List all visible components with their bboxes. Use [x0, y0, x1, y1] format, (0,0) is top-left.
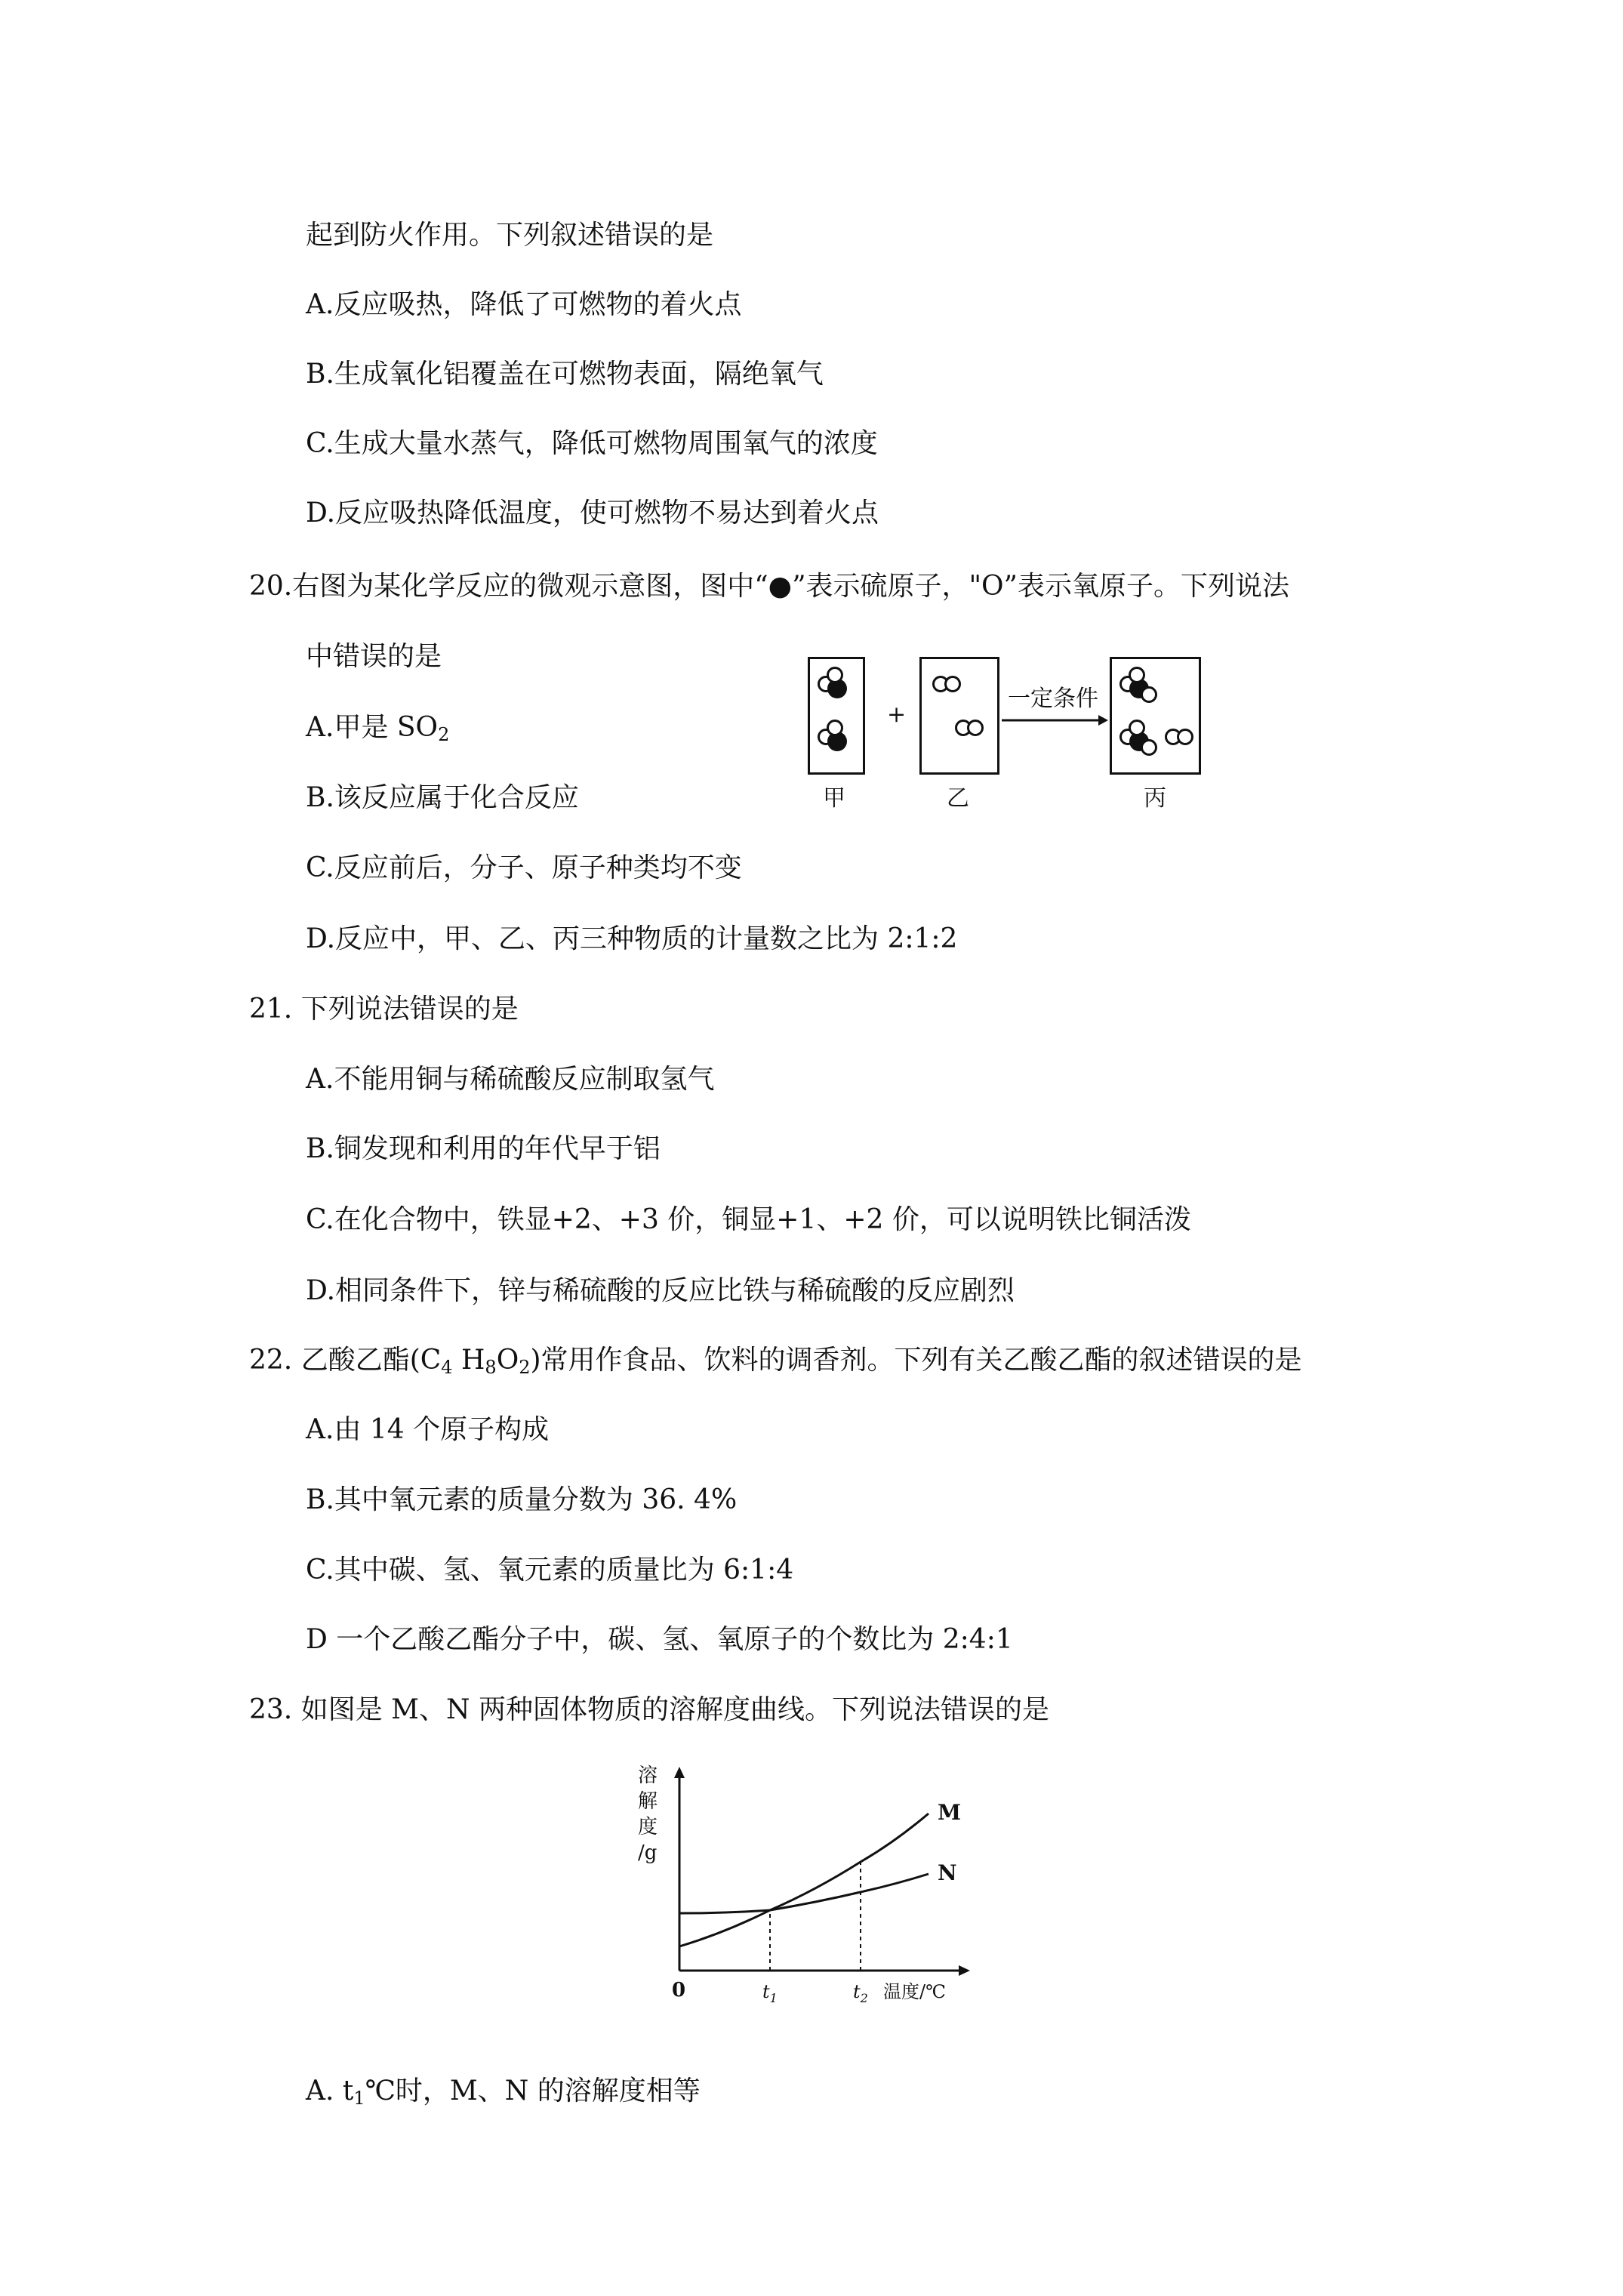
q23-option-a-text: A. t — [306, 2076, 354, 2106]
x-axis-title: 温度/℃ — [883, 1981, 946, 2002]
q20-option-a-sub: 2 — [438, 724, 450, 745]
q20-stem-line1: 20.右图为某化学反应的微观示意图，图中“●”表示硫原子，"O”表示氧原子。下列说法 — [249, 571, 1289, 602]
series-m-curve — [679, 1814, 929, 1946]
oxygen-atom — [967, 720, 984, 736]
oxygen-atom — [827, 720, 843, 736]
q19-option-d: D.反应吸热降低温度，使可燃物不易达到着火点 — [306, 498, 879, 529]
q20-option-d: D.反应中，甲、乙、丙三种物质的计量数之比为 2:1:2 — [306, 923, 958, 954]
oxygen-atom — [1141, 739, 1157, 756]
q23-stem: 23. 如图是 M、N 两种固体物质的溶解度曲线。下列说法错误的是 — [249, 1694, 1049, 1725]
q22-stem-part: 22. 乙酸乙酯(C — [249, 1345, 442, 1376]
y-axis-label — [638, 1764, 658, 1864]
box-yi — [919, 657, 999, 775]
chart-axes — [674, 1767, 970, 1976]
q19-option-a: A.反应吸热，降低了可燃物的着火点 — [306, 289, 742, 320]
plus-sign: + — [887, 701, 907, 728]
q22-stem — [249, 1344, 1302, 1377]
label-bing: 丙 — [1144, 785, 1166, 812]
x-axis-labels — [672, 1979, 946, 2005]
q19-option-c: C.生成大量水蒸气，降低可燃物周围氧气的浓度 — [306, 428, 878, 459]
q22-sub: 4 — [441, 1357, 453, 1378]
reaction-diagram — [800, 649, 1223, 815]
q22-sub: 8 — [485, 1357, 497, 1378]
q20-option-c: C.反应前后，分子、原子种类均不变 — [306, 852, 742, 883]
q19-stem-tail: 起到防火作用。下列叙述错误的是 — [306, 220, 714, 251]
oxygen-atom — [1129, 720, 1145, 736]
oxygen-atom — [1141, 686, 1157, 703]
origin-label: 0 — [672, 1979, 686, 2002]
q19-option-b: B.生成氧化铝覆盖在可燃物表面，隔绝氧气 — [306, 359, 824, 390]
q23-option-a-sub: 1 — [353, 2088, 365, 2109]
box-bing — [1110, 657, 1201, 775]
q22-option-d: D 一个乙酸乙酯分子中，碳、氢、氧原子的个数比为 2:4:1 — [306, 1624, 1013, 1655]
x-axis-arrow — [959, 1965, 970, 1976]
q22-option-a: A.由 14 个原子构成 — [306, 1414, 550, 1445]
q21-option-b: B.铜发现和利用的年代早于铝 — [306, 1133, 661, 1164]
q20-option-a — [306, 711, 449, 744]
series-m-label: M — [938, 1800, 961, 1825]
y-label-char: /g — [638, 1841, 658, 1864]
q20-stem-line2: 中错误的是 — [306, 641, 442, 672]
y-label-char: 解 — [638, 1790, 658, 1813]
q21-option-c: C.在化合物中，铁显+2、+3 价，铜显+1、+2 价，可以说明铁比铜活泼 — [306, 1204, 1191, 1235]
q22-stem-part: )常用作食品、饮料的调香剂。下列有关乙酸乙酯的叙述错误的是 — [530, 1345, 1302, 1376]
q23-option-a — [306, 2075, 701, 2108]
guide-lines — [770, 1862, 861, 1971]
series-n-label: N — [938, 1860, 957, 1885]
y-label-char: 溶 — [638, 1764, 658, 1787]
chart-series — [679, 1800, 961, 1946]
oxygen-atom — [1129, 667, 1145, 683]
oxygen-atom — [827, 667, 843, 683]
q22-sub: 2 — [519, 1357, 531, 1378]
oxygen-atom — [1177, 729, 1193, 745]
solubility-chart — [634, 1759, 981, 2008]
label-yi: 乙 — [947, 785, 969, 812]
q23-option-a-text: ℃时，M、N 的溶解度相等 — [365, 2076, 701, 2106]
q21-stem: 21. 下列说法错误的是 — [249, 994, 519, 1025]
q21-option-a: A.不能用铜与稀硫酸反应制取氢气 — [306, 1064, 715, 1095]
reaction-arrow — [1000, 713, 1110, 728]
x-tick-label: $t_2$ — [853, 1981, 868, 2005]
arrow-label: 一定条件 — [1008, 686, 1098, 712]
label-jia: 甲 — [823, 785, 845, 812]
q20-option-a-text: A.甲是 SO — [306, 712, 439, 743]
y-label-char: 度 — [638, 1816, 658, 1838]
q22-option-b: B.其中氧元素的质量分数为 36. 4% — [306, 1484, 738, 1515]
x-tick-label: $t_1$ — [762, 1981, 778, 2005]
y-axis-arrow — [674, 1767, 685, 1778]
oxygen-atom — [944, 676, 961, 692]
q21-option-d: D.相同条件下，锌与稀硫酸的反应比铁与稀硫酸的反应剧烈 — [306, 1275, 1015, 1306]
q22-stem-part: O — [496, 1345, 519, 1376]
q20-option-b: B.该反应属于化合反应 — [306, 782, 579, 813]
q22-option-c: C.其中碳、氢、氧元素的质量比为 6:1:4 — [306, 1555, 794, 1586]
box-jia — [808, 657, 865, 775]
q22-stem-part: H — [452, 1345, 485, 1376]
